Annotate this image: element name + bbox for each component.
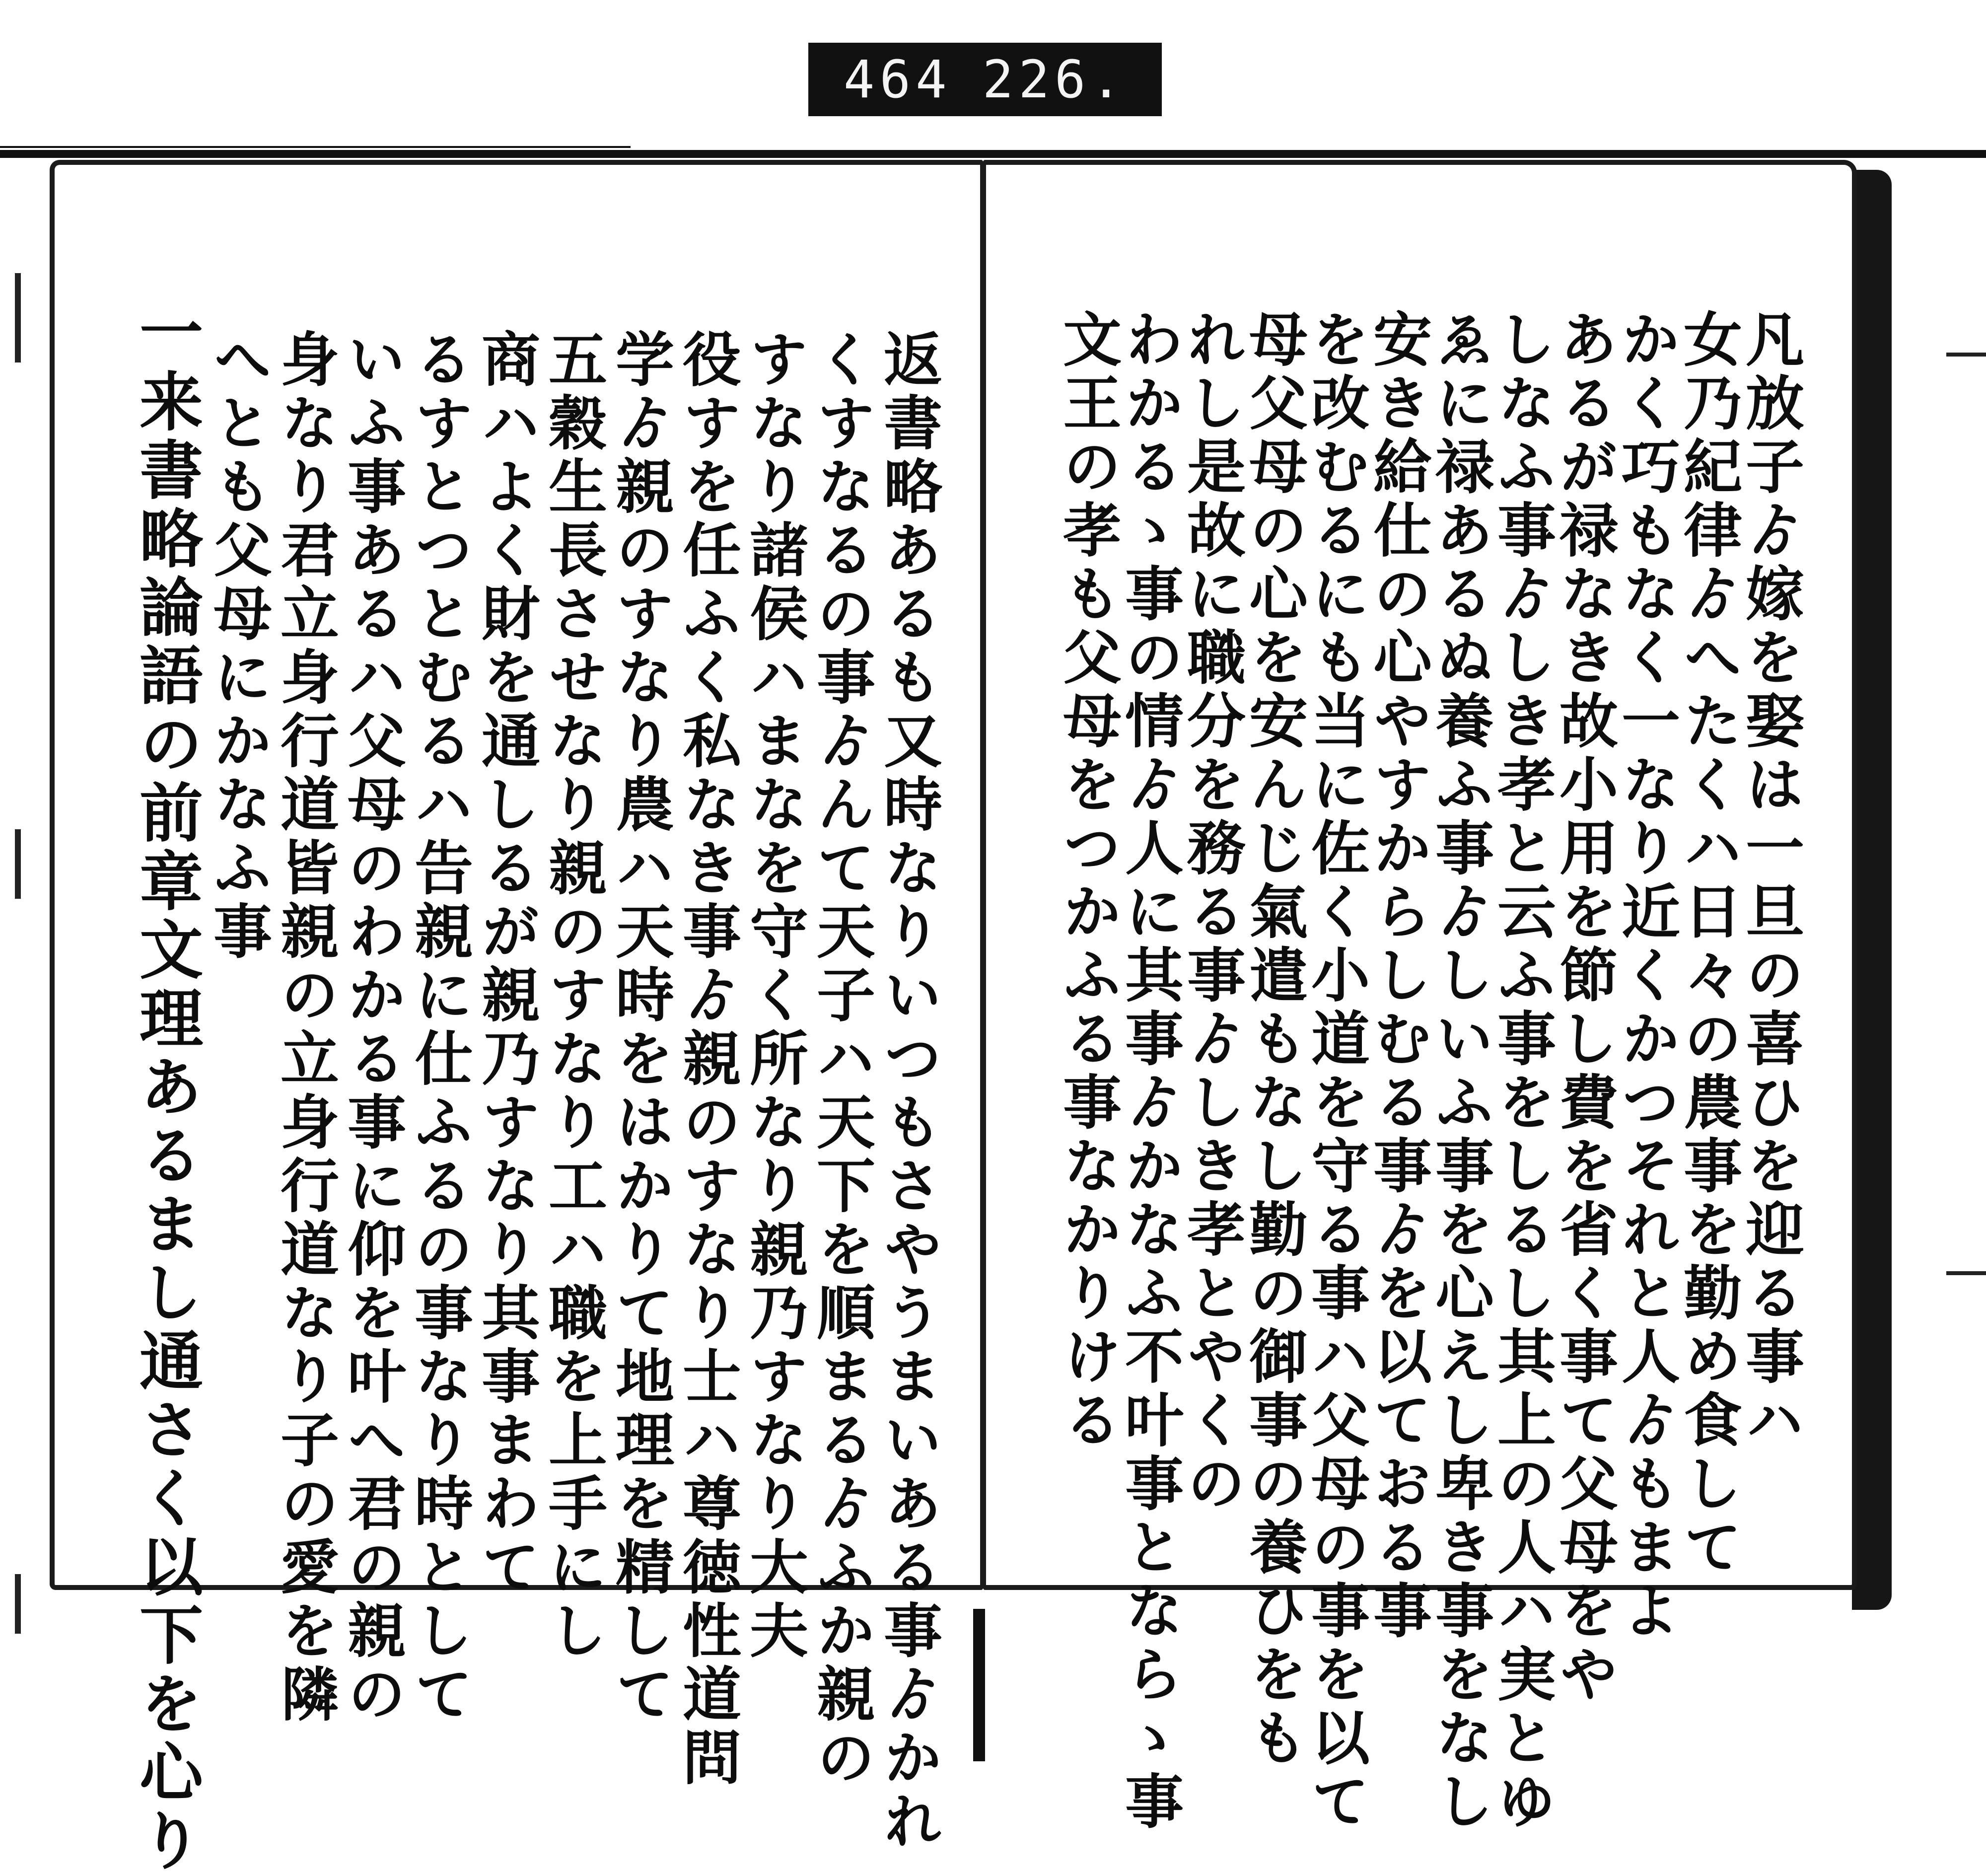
left-col-8: るすとつとむるハ告親に仕ふるの事なり時として: [405, 329, 474, 1727]
open-book: [50, 160, 1897, 1876]
right-col-9: 母父母の心を安んじ氣遣もなし勤の御事の養ひをも: [1239, 309, 1308, 1771]
right-col-2: 女乃紀律ゟへたくハ日々の農事を勤め食して: [1674, 309, 1743, 1580]
left-col-9: いふ事あるハ父母のわかる事に仰を叶へ君の親の: [338, 329, 407, 1727]
right-col-7: 安き給仕の心やすからしむる事ゟを以ておる事: [1363, 309, 1432, 1644]
left-col-11: へとも父母にかなふ事: [204, 329, 273, 964]
top-rule: [0, 150, 1986, 158]
left-col-4: 役すを任ふく私なき事ゟ親のすなり士ハ尊徳性道問: [673, 329, 742, 1791]
right-col-4: あるが禄なき故小用を節し費を省く事て父母をや: [1550, 309, 1619, 1707]
archive-label-left: 464: [843, 49, 952, 110]
left-col-3: すなり諸侯ハまなを守く所なり親乃すなり大夫: [740, 329, 809, 1663]
right-col-10: れし是故に職分を務る事ゟしき孝とやくの: [1177, 309, 1246, 1516]
archive-label-right: 226.: [982, 49, 1127, 110]
right-col-8: を改むるにも当に佐く小道を守る事ハ父母の事を以て: [1301, 309, 1370, 1834]
right-col-12: 文王の孝も父母をつかふる事なかりける: [1053, 309, 1122, 1453]
right-col-3: かく巧もなく一なり近くかつそれと人ゟもまよ: [1612, 309, 1681, 1644]
left-col-6: 五穀生長させなり親のすなり工ハ職を上手にし: [539, 329, 608, 1663]
top-rule-thin: [0, 146, 631, 148]
left-edge-marks: [0, 164, 50, 1614]
left-heading-mark: 一: [129, 299, 203, 367]
gutter-bar: [973, 1609, 985, 1761]
right-col-5: しなふ事ゟしき孝と云ふ事をしるし其上の人ハ実とゆ: [1488, 309, 1557, 1834]
right-col-6: ゑに禄あるぬ養ふ事ゟしいふ事を心えし卑き事をなし: [1425, 309, 1494, 1834]
right-edge-mark-1: [1946, 353, 1986, 357]
right-col-1: 凡放子ゟ嫁を娶は一旦の喜ひを迎る事ハ: [1736, 309, 1805, 1453]
book-spine-right: [1852, 170, 1892, 1610]
left-col-2: くすなるの事ゟんて天子ハ天下を順まるゟふか親の: [807, 329, 876, 1791]
right-col-11: わかるゝ事の情ゟ人に其事ゟかなふ不叶事とならゝ事: [1115, 309, 1184, 1834]
archive-label-plate: [808, 43, 1162, 116]
left-col-5: 学ゟ親のすなり農ハ天時をはかりて地理を精して: [606, 329, 675, 1727]
left-col-10: 身なり君立身行道皆親の立身行道なり子の愛を隣: [271, 329, 340, 1727]
right-page: [983, 160, 1857, 1834]
left-heading-column: 来書略論語の前章文理あるまし通さく以下を心り: [129, 368, 203, 1876]
left-col-1: 返書略あるも又時なりいつもさやうまいある事ゟかれ: [874, 329, 943, 1854]
left-page: [50, 160, 983, 1876]
left-col-7: 商ハよく財を通しるが親乃すなり其事まわて: [472, 329, 541, 1600]
right-edge-mark-2: [1946, 1271, 1986, 1275]
